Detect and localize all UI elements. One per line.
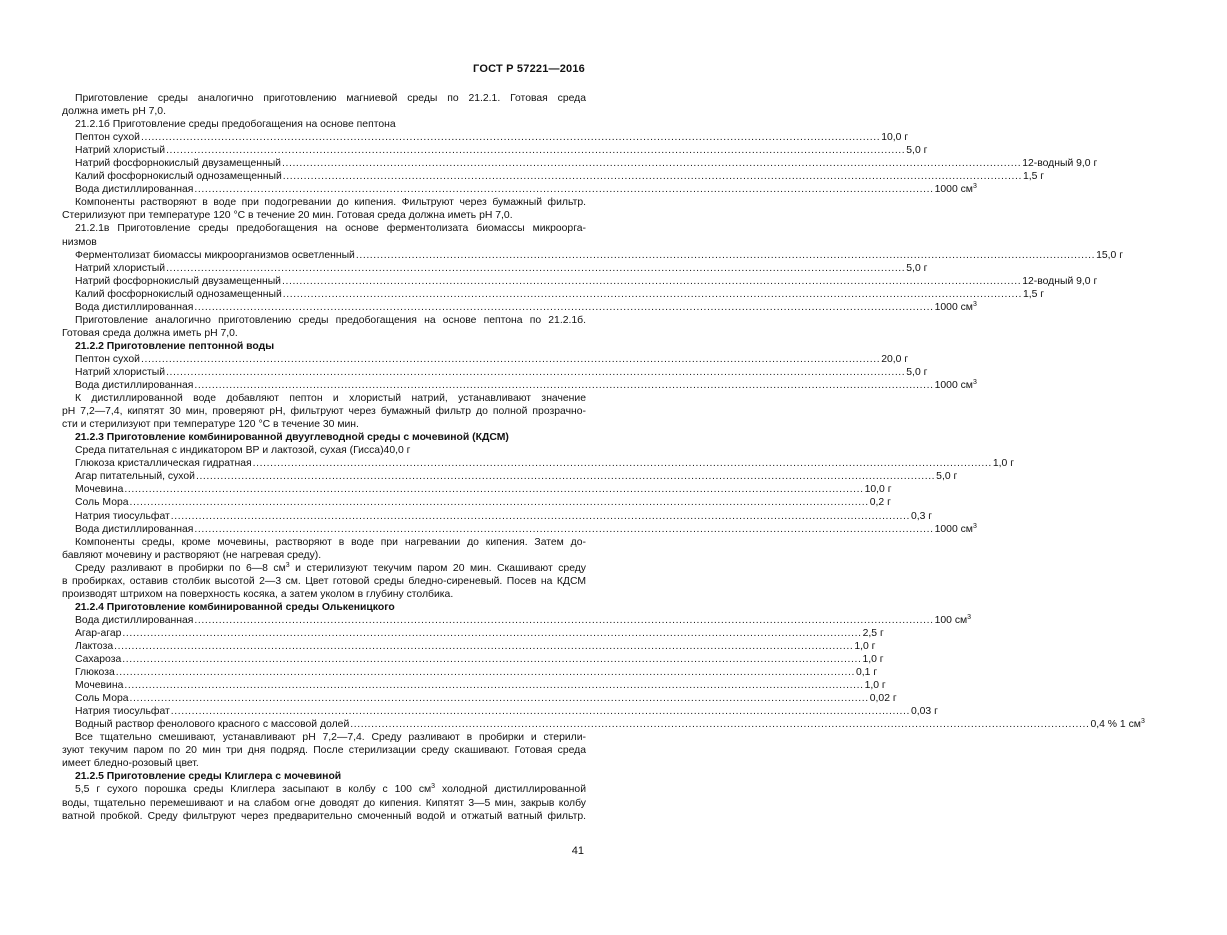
ingredient-list [62,613,1145,731]
ingredient-name: Пептон сухой [75,353,140,365]
section-title: 21.2.5 Приготовление среды Клиглера с мочевиной [75,771,342,783]
leader-dots: .................................................................................................................................................................................................................... [170,706,910,718]
leader-dots: .................................................................................................................................................................................................................... [195,471,936,483]
ingredient-row [75,262,928,275]
ingredient-name: Вода дистиллированная [75,380,194,392]
ingredient-name: Вода дистиллированная [75,184,194,196]
paragraph-line: рН 7,2—7,4, кипятят 30 мин, проверяют рН, фильтруют через бумажный фильтр до полной прозрачно- [62,406,586,418]
ingredient-name: Натрия тиосульфат [75,510,170,522]
leader-dots: .................................................................................................................................................................................................................... [282,288,1022,300]
ingredient-name: Вода дистиллированная [75,614,194,626]
section-title: 21.2.1б Приготовление среды предобогащения на основе пептона [75,119,396,131]
leader-dots: .................................................................................................................................................................................................................... [115,667,855,679]
ingredient-amount: 0,2 г [869,497,891,509]
ingredient-row [75,379,977,392]
leader-dots: .................................................................................................................................................................................................................... [129,497,869,509]
section-title: 21.2.2 Приготовление пептонной воды [75,340,275,352]
leader-dots: .................................................................................................................................................................................................................... [282,171,1022,183]
ingredient-row [75,692,897,705]
ingredient-amount: 0,4 % 1 $см^3$ [1090,718,1145,731]
leader-dots: .................................................................................................................................................................................................................... [350,719,1090,731]
paragraph-line: Приготовление среды аналогично приготовлению магниевой среды по 21.2.1. Готовая среда [75,93,586,104]
ingredient-row [75,157,1098,170]
ingredient-amount: 1,0 г [862,654,884,666]
ingredient-row [75,483,892,496]
leader-dots: .................................................................................................................................................................................................................... [166,145,906,157]
paragraph-line: Компоненты растворяют в воде при подогревании до кипения. Фильтруют через бумажный фильтр. [75,197,586,209]
ingredient-row [75,353,909,366]
paragraph-line: Компоненты среды, кроме мочевины, растворяют в воде при нагревании до кипения. Затем до- [75,536,586,548]
ingredient-row [75,144,928,157]
ingredient-row [75,470,958,483]
leader-dots: .................................................................................................................................................................................................................... [252,458,992,470]
leader-dots: .................................................................................................................................................................................................................... [124,484,864,496]
document-body [62,92,1145,823]
ingredient-row [75,275,1098,288]
ingredient-row [75,249,1123,262]
ingredient-row [75,510,933,523]
ingredient-name: Калий фосфорнокислый однозамещенный [75,288,282,300]
leader-dots: .................................................................................................................................................................................................................... [170,510,910,522]
leader-dots: .................................................................................................................................................................................................................... [194,614,934,626]
ingredient-row [75,522,977,536]
paragraph-line: воды, тщательно перемешивают и на слабом огне доводят до кипения. Кипятят 3—5 мин, закрыв колбу [62,797,586,809]
ingredient-amount: 1,5 г [1022,288,1045,300]
ingredient-row [75,366,928,379]
ingredient-amount: 5,0 г [906,366,928,378]
ingredient-name: Вода дистиллированная [75,301,194,313]
ingredient-amount: 10,0 г [881,132,909,144]
section-title: 21.2.1в Приготовление среды предобогащения на основе ферментолизата биомассы микроорга- [75,223,586,235]
ingredient-amount: 1,5 г [1022,171,1045,183]
ingredient-name: Натрий фосфорнокислый двузамещенный [75,158,281,170]
ingredient-amount: 0,3 г [910,510,933,522]
ingredient-list [62,457,1015,535]
paragraph-line: Готовая среда должна иметь рН 7,0. [62,327,238,339]
ingredient-amount: 1,0 г [992,458,1015,470]
section-title: 21.2.3 Приготовление комбинированной двууглеводной среды с мочевиной (КДСМ) [75,432,509,444]
ingredient-row [75,653,884,666]
ingredient-amount: 10,0 г [864,484,892,496]
ingredient-name: Глюкоза кристаллическая гидратная [75,458,252,470]
ingredient-row [75,183,977,196]
leader-dots: .................................................................................................................................................................................................................... [122,654,862,666]
paragraph-line: должна иметь рН 7,0. [62,106,166,118]
paragraph-line: производят штрихом на поверхность косяка, а затем уколом в глубину столбика. [62,588,454,600]
ingredient-name: Натрий хлористый [75,262,166,274]
leader-dots: .................................................................................................................................................................................................................... [166,262,906,274]
ingredient-list [62,353,977,392]
ingredient-name: Соль Мора [75,497,129,509]
ingredient-name: Мочевина [75,484,124,496]
ingredient-name: Натрий фосфорнокислый двузамещенный [75,275,281,287]
leader-dots: .................................................................................................................................................................................................................... [140,353,881,365]
leader-dots: .................................................................................................................................................................................................................... [114,640,854,652]
ingredient-name: Мочевина [75,680,124,692]
ingredient-amount: 12-водный 9,0 г [1022,158,1098,170]
ingredient-amount: 5,0 г [906,145,928,157]
paragraph-line: имеет бледно-розовый цвет. [62,758,199,770]
ingredient-row [75,666,878,679]
ingredient-row [75,640,876,653]
paragraph-line: ватной пробкой. Среду фильтруют через предварительно смоченный водой и отжатый ватный фильтр. [62,810,586,822]
leader-dots: .................................................................................................................................................................................................................... [166,366,906,378]
ingredient-name: Натрий хлористый [75,366,166,378]
ingredient-amount: 1000 $см^3$ [934,522,977,535]
ingredient-row [75,457,1015,470]
leader-dots: .................................................................................................................................................................................................................... [129,693,869,705]
ingredient-name: Натрия тиосульфат [75,706,170,718]
ingredient-name: Глюкоза [75,667,115,679]
ingredient-row [75,300,977,314]
leader-dots: .................................................................................................................................................................................................................... [281,275,1022,287]
leader-dots: .................................................................................................................................................................................................................... [281,158,1022,170]
ingredient-amount: 5,0 г [906,262,928,274]
ingredient-name: Пептон сухой [75,132,140,144]
ingredient-row [75,170,1045,183]
ingredient-row [75,705,938,718]
ingredient-row [75,496,891,509]
paragraph-line: Все тщательно смешивают, устанавливают рН 7,2—7,4. Среду разливают в пробирки и стерили- [75,732,586,744]
ingredient-row [75,718,1145,731]
ingredient-row [75,288,1045,301]
ingredient-amount: 0,02 г [869,693,897,705]
leader-dots: .................................................................................................................................................................................................................... [122,627,862,639]
ingredient-intro: Среда питательная с индикатором ВР и лактозой, сухая (Гисса)40,0 г [75,445,411,457]
ingredient-name: Ферментолизат биомассы микроорганизмов осветленный [75,249,355,261]
ingredient-amount: 2,5 г [862,627,884,639]
ingredient-amount: 1000 $см^3$ [934,300,977,313]
page-number: 41 [571,845,584,857]
paragraph-line: Среду разливают в пробирки по 6—8 $см^3$ и стерилизуют текучим паром 20 мин. Скашивают среду [75,561,587,574]
ingredient-row [75,613,972,627]
ingredient-amount: 1000 $см^3$ [934,379,977,392]
ingredient-row [75,627,884,640]
leader-dots: .................................................................................................................................................................................................................... [194,380,934,392]
ingredient-name: Водный раствор фенолового красного с массовой долей [75,719,350,731]
paragraph-line: 5,5 г сухого порошка среды Клиглера засыпают в колбу с 100 $см^3$ холодной дистиллированной [75,783,586,796]
leader-dots: .................................................................................................................................................................................................................... [140,132,881,144]
ingredient-amount: 1,0 г [854,640,876,652]
ingredient-list [62,131,1098,196]
ingredient-amount: 5,0 г [936,471,958,483]
ingredient-name: Калий фосфорнокислый однозамещенный [75,171,282,183]
ingredient-amount: 20,0 г [881,353,909,365]
ingredient-name: Агар-агар [75,627,122,639]
paragraph-line: Стерилизуют при температуре 120 °С в течение 20 мин. Готовая среда должна иметь рН 7,0. [62,210,513,222]
leader-dots: .................................................................................................................................................................................................................... [194,184,934,196]
paragraph-line: зуют текучим паром по 20 мин три дня подряд. После стерилизации среду скашивают. Готовая среда [62,745,586,757]
ingredient-name: Лактоза [75,640,114,652]
section-title: низмов [62,236,97,248]
ingredient-amount: 1000 $см^3$ [934,183,977,196]
ingredient-name: Агар питательный, сухой [75,471,195,483]
ingredient-row [75,679,886,692]
ingredient-amount: 0,1 г [856,667,878,679]
ingredient-amount: 12-водный 9,0 г [1022,275,1098,287]
ingredient-row [75,131,909,144]
section-title: 21.2.4 Приготовление комбинированной среды Олькеницкого [75,601,395,613]
ingredient-amount: 15,0 г [1096,249,1123,261]
paragraph-line: бавляют мочевину и растворяют (не нагревая среду). [62,549,322,561]
ingredient-name: Натрий хлористый [75,145,166,157]
leader-dots: .................................................................................................................................................................................................................... [194,523,934,535]
paragraph-line: в пробирках, оставив столбик высотой 2—3 см. Цвет готовой среды бледно-сиреневый. Посев на КДСМ [62,575,586,587]
paragraph-line: Приготовление аналогично приготовлению среды предобогащения на основе пептона по 21.2.1б. [75,314,586,326]
leader-dots: .................................................................................................................................................................................................................... [355,249,1096,261]
paragraph-line: сти и стерилизуют при температуре 120 °С в течение 30 мин. [62,419,359,431]
leader-dots: .................................................................................................................................................................................................................... [124,680,864,692]
ingredient-amount: 1,0 г [864,680,886,692]
ingredient-amount: 0,03 г [910,706,938,718]
ingredient-amount: 100 $см^3$ [934,613,972,626]
ingredient-name: Сахароза [75,654,122,666]
ingredient-name: Соль Мора [75,693,129,705]
ingredient-name: Вода дистиллированная [75,523,194,535]
leader-dots: .................................................................................................................................................................................................................... [194,301,934,313]
paragraph-line: К дистиллированной воде добавляют пептон и хлористый натрий, устанавливают значение [75,393,586,405]
standard-header: ГОСТ Р 57221—2016 [473,63,585,75]
ingredient-list [62,249,1123,314]
